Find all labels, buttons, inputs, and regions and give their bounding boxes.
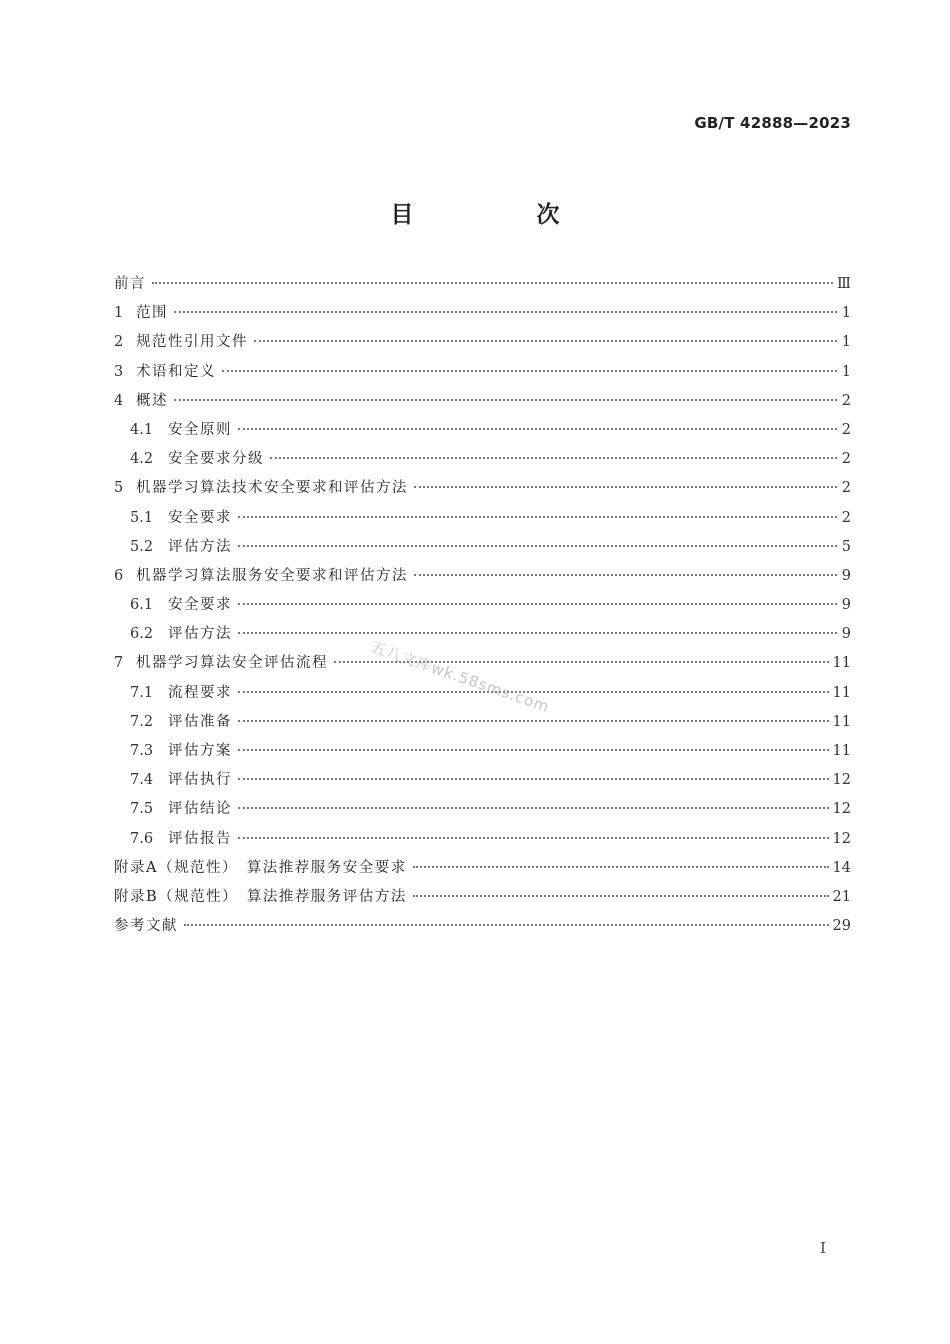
toc-entry-page: 9 <box>841 567 851 584</box>
toc-entry-number: 6.2 <box>130 626 154 643</box>
toc-entry-label: 安全原则 <box>168 421 232 438</box>
toc-dot-leader <box>174 311 837 313</box>
toc-entry-number: 6 <box>114 567 124 584</box>
toc-dot-leader <box>270 457 837 459</box>
toc-entry-label: 安全要求 <box>168 509 232 526</box>
toc-entry[interactable] <box>114 535 851 564</box>
toc-entry[interactable] <box>114 447 851 476</box>
toc-entry-label: 评估方法 <box>168 538 232 555</box>
standard-code: GB/T 42888—2023 <box>694 114 851 132</box>
toc-entry-label: 评估方案 <box>168 743 232 759</box>
toc-entry-page: 14 <box>832 859 851 876</box>
toc-dot-leader <box>238 837 829 839</box>
toc-entry-label: 评估方法 <box>168 626 232 643</box>
toc-dot-leader <box>254 340 837 342</box>
toc-entry[interactable] <box>114 564 851 593</box>
toc-entry-number: 2 <box>114 334 124 351</box>
toc-dot-leader <box>238 778 829 780</box>
toc-entry-label: 概述 <box>136 392 168 409</box>
toc-entry-page: 9 <box>841 626 851 643</box>
toc-entry-number: 3 <box>114 363 124 380</box>
toc-entry-label: 评估执行 <box>168 772 232 789</box>
toc-entry[interactable] <box>114 476 851 505</box>
watermark-text: 五八文库wk.58sms.com <box>368 637 552 717</box>
toc-dot-leader <box>238 516 837 518</box>
toc-dot-leader <box>414 574 837 576</box>
toc-entry-number: 7.1 <box>130 684 154 701</box>
toc-entry-number: 4.1 <box>130 421 154 438</box>
toc-entry-number: 7.2 <box>130 713 154 730</box>
toc-entry-number: 7 <box>114 655 124 672</box>
toc-entry-label: 安全要求分级 <box>168 451 264 468</box>
toc-entry-page: 21 <box>832 888 851 905</box>
toc-dot-leader <box>222 370 837 372</box>
toc-entry-page: 1 <box>841 363 851 380</box>
toc-entry-page: 2 <box>841 392 851 409</box>
toc-dot-leader <box>238 632 837 634</box>
toc-entry[interactable] <box>114 330 851 359</box>
toc-entry[interactable] <box>114 827 851 856</box>
toc-entry-label: 规范性引用文件 <box>136 334 248 351</box>
toc-dot-leader <box>414 486 837 488</box>
toc-entry-label: 前言 <box>114 276 146 292</box>
toc-entry-page: 11 <box>832 684 851 701</box>
toc-entry-label: 机器学习算法服务安全要求和评估方法 <box>136 567 408 584</box>
toc-entry-label: 附录A（规范性） 算法推荐服务安全要求 <box>114 859 407 876</box>
toc-dot-leader <box>238 807 829 809</box>
toc-entry-page: 2 <box>841 509 851 526</box>
toc-entry[interactable] <box>114 506 851 535</box>
toc-dot-leader <box>184 924 829 926</box>
toc-entry[interactable] <box>114 797 851 826</box>
toc-entry-page: 9 <box>841 597 851 614</box>
toc-entry-page: 2 <box>841 451 851 468</box>
toc-entry-page: 1 <box>841 334 851 351</box>
toc-entry-number: 4.2 <box>130 451 154 468</box>
toc-entry-number: 7.5 <box>130 801 154 818</box>
toc-entry[interactable] <box>114 739 851 768</box>
toc-entry-page: 2 <box>841 480 851 497</box>
toc-entry-page: 11 <box>832 743 851 759</box>
toc-entry[interactable] <box>114 301 851 330</box>
toc-dot-leader <box>413 866 829 868</box>
table-of-contents <box>114 272 851 943</box>
toc-dot-leader <box>238 428 837 430</box>
toc-entry-label: 机器学习算法技术安全要求和评估方法 <box>136 480 408 497</box>
toc-entry-page: 12 <box>832 801 851 818</box>
toc-entry[interactable] <box>114 272 851 301</box>
toc-entry-page: 1 <box>841 305 851 322</box>
toc-entry-number: 5 <box>114 480 124 497</box>
toc-entry-number: 6.1 <box>130 597 154 614</box>
toc-entry[interactable] <box>114 593 851 622</box>
toc-entry-page: 12 <box>832 772 851 789</box>
toc-entry-number: 7.4 <box>130 772 154 789</box>
toc-entry[interactable] <box>114 710 851 739</box>
toc-dot-leader <box>152 282 833 284</box>
page-title: 目 次 <box>390 202 610 228</box>
toc-entry-number: 5.1 <box>130 509 154 526</box>
toc-entry-label: 机器学习算法安全评估流程 <box>136 655 328 672</box>
toc-entry-page: 11 <box>832 713 851 730</box>
toc-dot-leader <box>238 545 837 547</box>
toc-entry-label: 流程要求 <box>168 684 232 701</box>
toc-entry[interactable] <box>114 389 851 418</box>
toc-entry-label: 范围 <box>136 305 168 322</box>
toc-entry-page: 11 <box>832 655 851 672</box>
toc-entry[interactable] <box>114 768 851 797</box>
toc-dot-leader <box>238 749 829 751</box>
footer-page-number: I <box>820 1239 826 1257</box>
toc-entry[interactable] <box>114 418 851 447</box>
toc-entry-number: 7.6 <box>130 830 154 847</box>
toc-entry-page: 29 <box>832 918 851 935</box>
toc-entry-label: 评估报告 <box>168 830 232 847</box>
toc-entry-number: 5.2 <box>130 538 154 555</box>
toc-entry-page: 12 <box>832 830 851 847</box>
toc-entry[interactable] <box>114 914 851 943</box>
toc-entry-label: 参考文献 <box>114 918 178 935</box>
toc-entry-number: 7.3 <box>130 743 154 759</box>
toc-entry-label: 附录B（规范性） 算法推荐服务评估方法 <box>114 888 407 905</box>
toc-entry-page: Ⅲ <box>837 276 851 292</box>
toc-dot-leader <box>413 895 829 897</box>
toc-dot-leader <box>238 720 829 722</box>
toc-dot-leader <box>174 399 837 401</box>
toc-entry-number: 1 <box>114 305 124 322</box>
toc-dot-leader <box>238 603 837 605</box>
toc-entry[interactable] <box>114 622 851 651</box>
toc-entry[interactable] <box>114 885 851 914</box>
toc-entry-label: 评估准备 <box>168 713 232 730</box>
toc-entry-label: 术语和定义 <box>136 363 216 380</box>
toc-entry-page: 2 <box>841 421 851 438</box>
toc-entry-label: 安全要求 <box>168 597 232 614</box>
toc-entry-number: 4 <box>114 392 124 409</box>
toc-entry-label: 评估结论 <box>168 801 232 818</box>
toc-entry[interactable] <box>114 856 851 885</box>
toc-entry-page: 5 <box>841 538 851 555</box>
toc-entry[interactable] <box>114 360 851 389</box>
